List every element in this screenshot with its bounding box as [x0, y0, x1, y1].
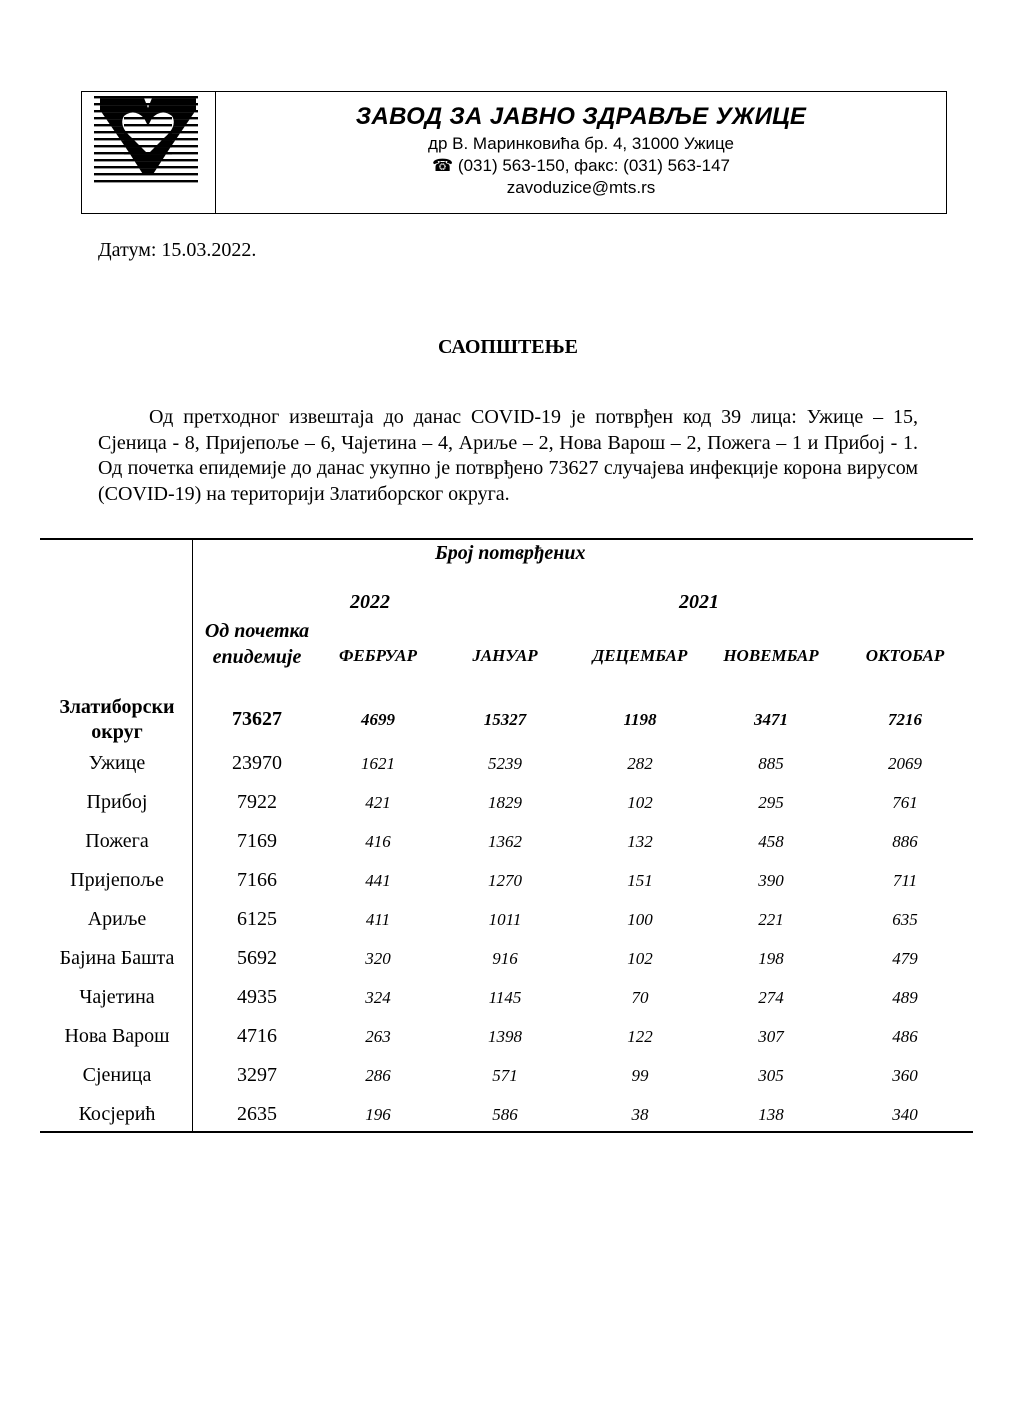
- monthly-cases-cell: 479: [892, 949, 918, 968]
- municipality-name: Пожега: [85, 830, 149, 852]
- monthly-cases-cell: 586: [492, 1105, 518, 1124]
- monthly-cases-cell: 99: [631, 1066, 649, 1085]
- monthly-cases-cell: 416: [365, 832, 391, 851]
- monthly-cases-cell: 196: [365, 1105, 391, 1124]
- month-header-october: ОКТОБАР: [865, 646, 945, 665]
- monthly-cases-cell: 122: [627, 1027, 653, 1046]
- covid-statistics-table: [40, 538, 973, 1133]
- municipality-name: Сјеница: [82, 1064, 152, 1086]
- monthly-cases-cell: 102: [627, 949, 653, 968]
- monthly-cases-cell: 390: [758, 871, 784, 890]
- monthly-cases-cell: 15327: [483, 710, 527, 729]
- total-cases-cell: 7922: [237, 791, 277, 813]
- monthly-cases-cell: 635: [892, 910, 918, 929]
- organization-info: [216, 92, 946, 213]
- organization-address: др В. Маринковића бр. 4, 31000 Ужице: [428, 134, 734, 153]
- monthly-cases-cell: 1398: [488, 1027, 522, 1046]
- monthly-cases-cell: 286: [365, 1066, 391, 1085]
- total-cases-cell: 23970: [232, 752, 282, 774]
- district-total-name: Златиборски округ: [59, 696, 175, 743]
- monthly-cases-cell: 138: [758, 1105, 784, 1124]
- municipality-name: Бајина Башта: [59, 947, 175, 969]
- total-cases-cell: 5692: [237, 947, 277, 969]
- monthly-cases-cell: 458: [758, 832, 784, 851]
- monthly-cases-cell: 421: [365, 793, 391, 812]
- monthly-cases-cell: 360: [892, 1066, 918, 1085]
- municipality-name: Прибој: [86, 791, 148, 813]
- month-header-november: НОВЕМБАР: [723, 646, 819, 665]
- total-cases-cell: 4716: [237, 1025, 277, 1047]
- monthly-cases-cell: 886: [892, 832, 918, 851]
- municipality-name: Ужице: [88, 752, 146, 774]
- monthly-cases-cell: 38: [631, 1105, 649, 1124]
- monthly-cases-cell: 340: [892, 1105, 918, 1124]
- document-date: Датум: 15.03.2022.: [98, 239, 257, 261]
- month-header-january: ЈАНУАР: [472, 646, 538, 665]
- monthly-cases-cell: 70: [631, 988, 649, 1007]
- table-column-divider: [192, 540, 193, 1131]
- organization-name: ЗАВОД ЗА ЈАВНО ЗДРАВЉЕ УЖИЦЕ: [355, 103, 807, 130]
- monthly-cases-cell: 486: [892, 1027, 918, 1046]
- municipality-name: Ариље: [87, 908, 147, 930]
- monthly-cases-cell: 1362: [488, 832, 522, 851]
- organization-email: zavoduzice@mts.rs: [506, 178, 656, 197]
- monthly-cases-cell: 1145: [488, 988, 522, 1007]
- monthly-cases-cell: 571: [492, 1066, 518, 1085]
- monthly-cases-cell: 489: [892, 988, 918, 1007]
- monthly-cases-cell: 5239: [488, 754, 522, 773]
- total-cases-cell: 6125: [237, 908, 277, 930]
- monthly-cases-cell: 305: [758, 1066, 784, 1085]
- year-2021-header: 2021: [679, 591, 719, 613]
- since-start-header: Од почетка епидемије: [204, 620, 310, 668]
- monthly-cases-cell: 132: [627, 832, 653, 851]
- total-cases-cell: 2635: [237, 1103, 277, 1125]
- municipality-name: Чајетина: [79, 986, 155, 1008]
- monthly-cases-cell: 1011: [488, 910, 522, 929]
- monthly-cases-cell: 307: [758, 1027, 784, 1046]
- monthly-cases-cell: 100: [627, 910, 653, 929]
- monthly-cases-cell: 102: [627, 793, 653, 812]
- monthly-cases-cell: 441: [365, 871, 391, 890]
- monthly-cases-cell: 1829: [488, 793, 522, 812]
- monthly-cases-cell: 3471: [754, 710, 788, 729]
- municipality-name: Косјерић: [78, 1103, 156, 1125]
- monthly-cases-cell: 320: [365, 949, 391, 968]
- monthly-cases-cell: 411: [365, 910, 391, 929]
- monthly-cases-cell: 151: [627, 871, 653, 890]
- organization-phone: ☎ (031) 563-150, факс: (031) 563-147: [432, 156, 730, 175]
- monthly-cases-cell: 1270: [488, 871, 522, 890]
- logo-cell: [82, 92, 216, 213]
- monthly-cases-cell: 198: [758, 949, 784, 968]
- monthly-cases-cell: 282: [627, 754, 653, 773]
- total-cases-cell: 7166: [237, 869, 277, 891]
- monthly-cases-cell: 295: [758, 793, 784, 812]
- monthly-cases-cell: 2069: [888, 754, 922, 773]
- total-cases-cell: 73627: [232, 708, 282, 730]
- year-2022-header: 2022: [350, 591, 390, 613]
- monthly-cases-cell: 761: [892, 793, 918, 812]
- municipality-name: Нова Варош: [64, 1025, 170, 1047]
- month-header-december: ДЕЦЕМБАР: [592, 646, 688, 665]
- month-header-february: ФЕБРУАР: [338, 646, 418, 665]
- document-title: САОПШТЕЊЕ: [437, 336, 579, 358]
- monthly-cases-cell: 885: [758, 754, 784, 773]
- monthly-cases-cell: 711: [892, 871, 918, 890]
- monthly-cases-cell: 916: [492, 949, 518, 968]
- monthly-cases-cell: 4699: [361, 710, 395, 729]
- monthly-cases-cell: 7216: [888, 710, 922, 729]
- letterhead: [81, 91, 947, 214]
- total-cases-cell: 4935: [237, 986, 277, 1008]
- monthly-cases-cell: 221: [758, 910, 784, 929]
- municipality-name: Пријепоље: [70, 869, 164, 891]
- group-header: Број потврђених: [435, 542, 586, 564]
- announcement-paragraph: Од претходног извештаја до данас COVID-19 је потврђен код 39 лица: Ужице – 15, Сјеница - 8, Пријепоље – 6, Чајетина – 4, Ариље – 2, Нова Варош – 2, Пожега – 1 и Прибој - 1. Од почетка епидемије до данас укупно је потврђено 73627 случајева инфекције корона вирусом (COVID-19) на територији Златиборског округа.: [98, 406, 918, 505]
- monthly-cases-cell: 274: [758, 988, 784, 1007]
- monthly-cases-cell: 1198: [623, 710, 657, 729]
- monthly-cases-cell: 324: [365, 988, 391, 1007]
- total-cases-cell: 3297: [237, 1064, 277, 1086]
- monthly-cases-cell: 1621: [361, 754, 395, 773]
- total-cases-cell: 7169: [237, 830, 277, 852]
- institute-logo-icon: [94, 96, 202, 184]
- monthly-cases-cell: 263: [365, 1027, 391, 1046]
